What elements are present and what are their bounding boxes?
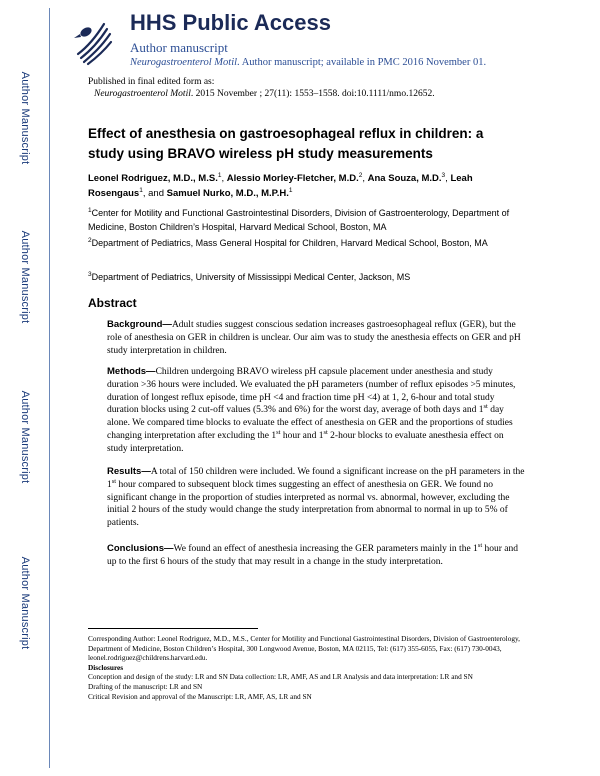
- sidebar-label-author-manuscript: Author Manuscript: [19, 230, 31, 324]
- abstract-conclusions: [107, 543, 525, 569]
- header-journal-name: Neurogastroenterol Motil: [130, 57, 238, 68]
- author-name: Alessio Morley-Fletcher, M.D.: [226, 173, 359, 184]
- affiliation: [88, 236, 528, 250]
- section-label: Background—: [107, 319, 172, 330]
- sidebar: [0, 0, 50, 776]
- sidebar-label-author-manuscript: Author Manuscript: [19, 71, 31, 165]
- author-affiliation-marker: 1: [217, 171, 222, 179]
- author-affiliation-marker: 3: [441, 171, 446, 179]
- author-affiliation-marker: 2: [358, 171, 363, 179]
- section-label: Methods—: [107, 366, 156, 377]
- footnote-divider: [88, 628, 258, 629]
- citation-journal: Neurogastroenterol Motil: [94, 89, 191, 99]
- abstract-heading: Abstract: [88, 296, 137, 310]
- ordinal-suffix: st: [483, 403, 488, 411]
- abstract-results: [107, 466, 525, 530]
- section-label: Results—: [107, 466, 151, 477]
- author-name: Leonel Rodriguez, M.D., M.S.: [88, 173, 218, 184]
- sidebar-divider: [49, 8, 50, 768]
- author-affiliation-marker: 1: [139, 186, 143, 194]
- ordinal-suffix: st: [323, 428, 328, 436]
- published-line: Published in final edited form as:: [88, 77, 215, 87]
- affiliation: [88, 206, 528, 234]
- section-text: hour compared to subsequent block times suggesting an effect of anesthesia on GER. We found no significant change in the proportion of studies interpreted as normal vs. abnormal, however, excluding the initial 2 hours of the study would change the study interpretation from abnormal to normal in up to 5% of patients.: [107, 479, 510, 529]
- footnotes: [88, 634, 520, 701]
- ordinal-suffix: st: [276, 428, 281, 436]
- abstract-methods: [107, 366, 525, 456]
- sidebar-label-author-manuscript: Author Manuscript: [19, 390, 31, 484]
- ordinal-suffix: st: [111, 477, 117, 485]
- ordinal-suffix: st: [477, 541, 483, 549]
- header: [72, 10, 592, 70]
- author-name: Ana Souza, M.D.: [367, 173, 442, 184]
- author-separator: ,: [445, 173, 451, 184]
- disclosure-line: Critical Revision and approval of the Manuscript: LR, AMF, AS, LR and SN: [88, 691, 312, 701]
- header-journal-line: [130, 57, 486, 68]
- section-text: 2-hour blocks to evaluate anesthesia effect on study interpretation.: [107, 430, 504, 454]
- header-title: HHS Public Access: [130, 10, 331, 35]
- header-subtitle: Author manuscript: [130, 40, 228, 55]
- hhs-eagle-logo-icon: [72, 14, 116, 66]
- affiliation-marker: 3: [88, 271, 92, 278]
- section-text: Children undergoing BRAVO wireless pH capsule placement under anesthesia and study duration >36 hours were included. We evaluated the pH parameters (number of reflux episodes >5 minutes, duration of longest reflux episode, time pH <4 and fraction time pH <4) at 1, 2, 6-hour and total study duration blocks using 2 cut-off values (5.3% and 6%) for the worst day, average of both days and 1: [107, 367, 516, 416]
- section-text: hour and up to the first 6 hours of the study that may result in a change in the study interpretation.: [107, 544, 519, 567]
- section-text: day alone. We compared time blocks to evaluate the effect of anesthesia on GER and the proportions of studies changing interpretation after excluding the 1: [107, 405, 513, 441]
- affiliation-text: Department of Pediatrics, Mass General Hospital for Children, Harvard Medical School, Boston, MA: [91, 238, 488, 248]
- affiliation: [88, 270, 528, 284]
- citation-rest: . 2015 November ; 27(11): 1553–1558. doi:10.1111/nmo.12652.: [190, 89, 435, 99]
- section-text: We found an effect of anesthesia increasing the GER parameters mainly in the 1: [173, 544, 478, 554]
- author-list: [88, 172, 528, 201]
- section-label: Conclusions—: [107, 543, 174, 554]
- disclosure-line: Drafting of the manuscript: LR and SN: [88, 681, 203, 691]
- abstract-background: [107, 319, 525, 357]
- section-text: A total of 150 children were included. We found a significant increase on the pH parameters in the 1: [107, 467, 525, 490]
- affiliation-text: Center for Motility and Functional Gastrointestinal Disorders, Division of Gastroenterology, Department of Medicine, Boston Children’s Hospital, Harvard Medical School, Boston, MA: [88, 208, 510, 232]
- author-separator: ,: [221, 173, 227, 184]
- author-separator: , and: [142, 187, 167, 199]
- section-text: Adult studies suggest conscious sedation increases gastroesophageal reflux (GER), but the role of anesthesia on GER in children is unclear. Our aim was to study the anesthesia effects on GER and pH study interpretation in children.: [107, 320, 521, 356]
- author-name: Leah Rosengaus: [88, 173, 473, 199]
- affiliation-marker: 1: [88, 207, 92, 214]
- publication-info: [88, 76, 435, 100]
- header-availability: . Author manuscript; available in PMC 2016 November 01.: [237, 57, 487, 68]
- disclosure-line: Conception and design of the study: LR and SN Data collection: LR, AMF, AS and LR Analysis and data interpretation: LR and SN: [88, 672, 473, 682]
- article-title: Effect of anesthesia on gastroesophageal reflux in children: a study using BRAVO wireless pH study measurements: [88, 126, 484, 161]
- disclosures-heading: Disclosures: [88, 662, 124, 672]
- author-name: Samuel Nurko, M.D., M.P.H.: [166, 187, 289, 199]
- section-text: hour and 1: [280, 430, 324, 441]
- sidebar-label-author-manuscript: Author Manuscript: [19, 556, 31, 650]
- affiliation-marker: 2: [88, 237, 92, 244]
- author-affiliation-marker: 1: [288, 186, 293, 194]
- author-separator: ,: [362, 173, 368, 184]
- affiliation-text: Department of Pediatrics, University of Mississippi Medical Center, Jackson, MS: [91, 272, 411, 282]
- citation: [88, 88, 435, 100]
- corresponding-author: Corresponding Author: Leonel Rodriguez, M.D., M.S., Center for Motility and Functional Gastrointestinal Disorders, Division of Gastroenterology, Department of Medicine, Boston Children’s Hospital, 300 Longwood Avenue, Boston, MA 02115, Tel: (617) 355-6055, Fax: (617) 730-0043, leonel.rodriguez@childrens.harvard.edu.: [88, 634, 521, 663]
